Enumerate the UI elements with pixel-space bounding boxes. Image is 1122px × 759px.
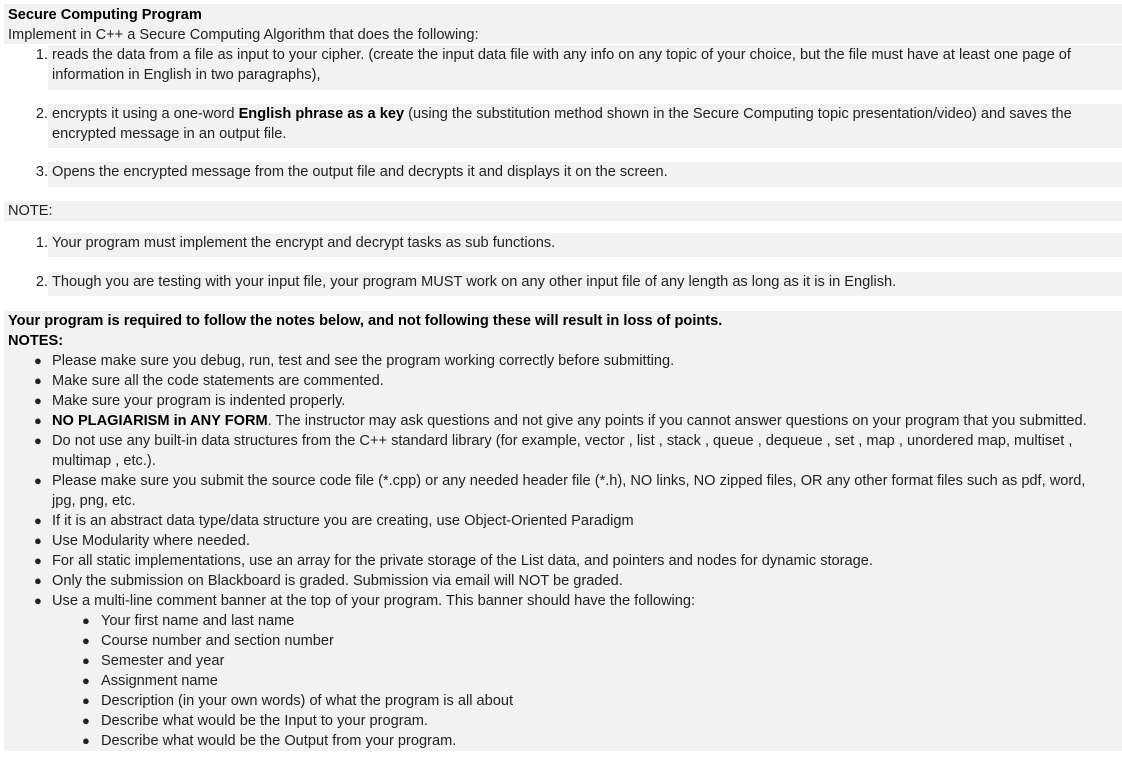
banner-item-output: Describe what would be the Output from your program. <box>101 733 457 749</box>
bullet-commented: Make sure all the code statements are commented. <box>52 373 384 389</box>
step-2-line1 <box>52 104 1072 124</box>
banner-item-assignment: Assignment name <box>101 673 218 689</box>
step-2-key-phrase: English phrase as a key <box>238 106 405 122</box>
banner-item-name: Your first name and last name <box>101 613 295 629</box>
step-1-number: 1. <box>35 47 48 63</box>
banner-item-input: Describe what would be the Input to your program. <box>101 713 428 729</box>
note-1-number: 1. <box>35 235 48 251</box>
bullet-dot-icon: ● <box>34 473 42 488</box>
bullet-oop: If it is an abstract data type/data structure you are creating, use Object-Oriented Paradigm <box>52 513 634 529</box>
bullet-dot-icon: ● <box>34 533 42 548</box>
bullet-banner: Use a multi-line comment banner at the top of your program. This banner should have the following: <box>52 593 696 609</box>
step-2-pre: encrypts it using a one-word <box>52 106 239 122</box>
bullet-dot-icon: ● <box>34 593 42 608</box>
sub-bullet-dot-icon: ● <box>82 633 90 648</box>
bullet-dot-icon: ● <box>34 393 42 408</box>
banner-item-course: Course number and section number <box>101 633 334 649</box>
sub-bullet-dot-icon: ● <box>82 673 90 688</box>
note-2-text: Though you are testing with your input file, your program MUST work on any other input file of any length as long as it is in English. <box>52 274 897 290</box>
notes-label: NOTES: <box>8 333 64 349</box>
banner-item-description: Description (in your own words) of what the program is all about <box>101 693 514 709</box>
step-3-number: 3. <box>35 164 48 180</box>
step-3-text: Opens the encrypted message from the output file and decrypts it and displays it on the screen. <box>52 164 668 180</box>
bullet-dot-icon: ● <box>34 373 42 388</box>
bullet-submit-line2: jpg, png, etc. <box>52 493 136 509</box>
page-title: Secure Computing Program <box>8 7 202 23</box>
note-block <box>4 201 1122 221</box>
bullet-plagiarism <box>52 411 1087 431</box>
note-label: NOTE: <box>8 203 53 219</box>
step-2-number: 2. <box>35 106 48 122</box>
sub-bullet-dot-icon: ● <box>82 733 90 748</box>
note-1-text: Your program must implement the encrypt and decrypt tasks as sub functions. <box>52 235 556 251</box>
sub-bullet-dot-icon: ● <box>82 613 90 628</box>
step-1-line1: reads the data from a file as input to your cipher. (create the input data file with any info on any topic of your choice, but the file must have at least one page of <box>52 47 1071 63</box>
bullet-debug: Please make sure you debug, run, test and see the program working correctly before submitting. <box>52 353 675 369</box>
bullet-dot-icon: ● <box>34 433 42 448</box>
step-2-post: (using the substitution method shown in the Secure Computing topic presentation/video) and saves the <box>404 106 1072 122</box>
bullet-static-storage: For all static implementations, use an array for the private storage of the List data, and pointers and nodes for dynamic storage. <box>52 553 873 569</box>
intro-text: Implement in C++ a Secure Computing Algorithm that does the following: <box>8 27 479 43</box>
bullet-dot-icon: ● <box>34 573 42 588</box>
banner-item-semester: Semester and year <box>101 653 225 669</box>
bullet-dot-icon: ● <box>34 513 42 528</box>
sub-bullet-dot-icon: ● <box>82 693 90 708</box>
step-1-line2: information in English in two paragraphs), <box>52 67 321 83</box>
bullet-indented: Make sure your program is indented properly. <box>52 393 346 409</box>
plagiarism-bold: NO PLAGIARISM in ANY FORM <box>52 413 268 429</box>
bullet-dot-icon: ● <box>34 413 42 428</box>
bullet-submit-line1: Please make sure you submit the source code file (*.cpp) or any needed header file (*.h), NO links, NO zipped files, OR any other format files such as pdf, word, <box>52 473 1086 489</box>
bullet-dot-icon: ● <box>34 553 42 568</box>
plagiarism-rest: . The instructor may ask questions and not give any points if you cannot answer questions on your program that you submitted. <box>267 413 1087 429</box>
requirement-text: Your program is required to follow the notes below, and not following these will result in loss of points. <box>8 313 723 329</box>
note-2-number: 2. <box>35 274 48 290</box>
bullet-modularity: Use Modularity where needed. <box>52 533 250 549</box>
bullet-blackboard: Only the submission on Blackboard is graded. Submission via email will NOT be graded. <box>52 573 623 589</box>
sub-bullet-dot-icon: ● <box>82 653 90 668</box>
step-2-line2: encrypted message in an output file. <box>52 126 287 142</box>
bullet-dot-icon: ● <box>34 353 42 368</box>
sub-bullet-dot-icon: ● <box>82 713 90 728</box>
bullet-no-stl-line1: Do not use any built-in data structures from the C++ standard library (for example, vector , list , stack , queue , dequeue , set , map , unordered map, multiset , <box>52 433 1073 449</box>
bullet-no-stl-line2: multimap , etc.). <box>52 453 156 469</box>
